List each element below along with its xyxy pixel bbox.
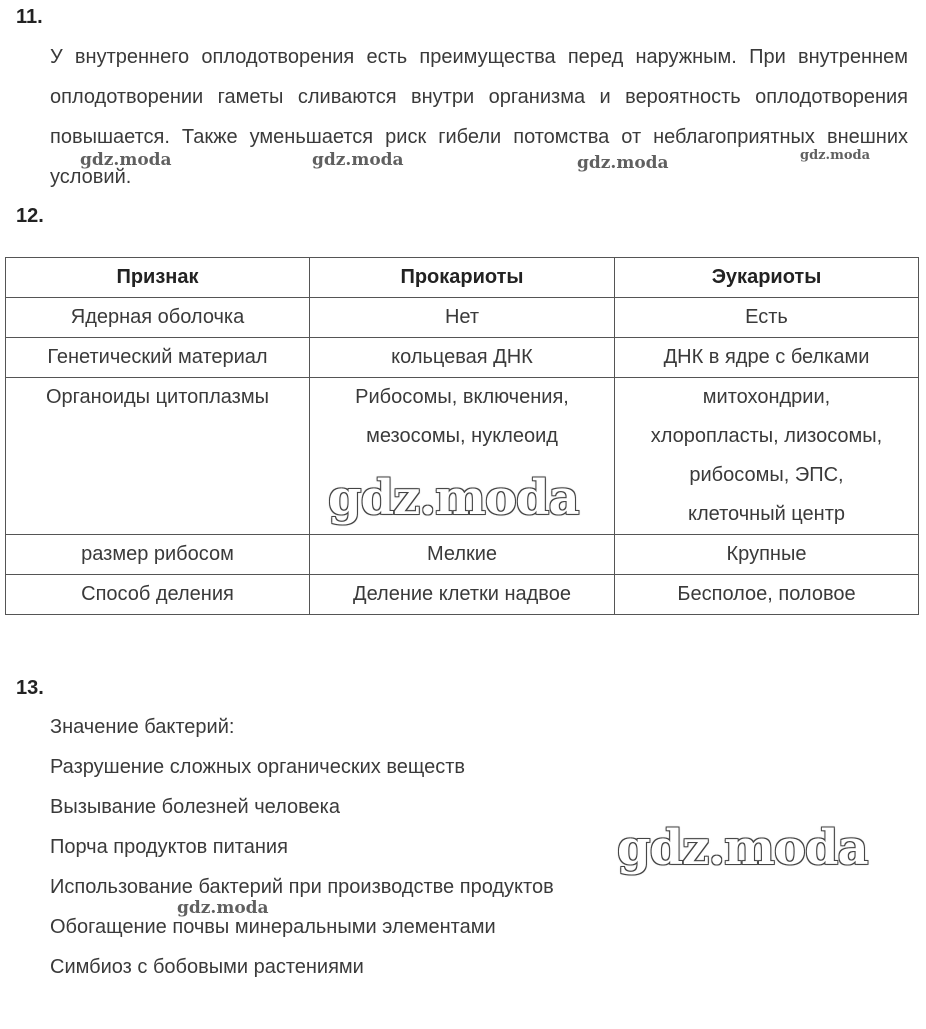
row-prokaryotes: Нет xyxy=(310,298,615,338)
bacteria-significance-list xyxy=(50,707,554,987)
cell-line: хлоропласты, лизосомы, xyxy=(650,425,883,447)
table-row xyxy=(6,575,919,615)
row-feature: размер рибосом xyxy=(6,535,310,575)
row-feature: Ядерная оболочка xyxy=(6,298,310,338)
watermark: gdz.moda xyxy=(328,470,579,526)
row-prokaryotes: Деление клетки надвое xyxy=(310,575,615,615)
list-item: Значение бактерий: xyxy=(50,716,235,738)
cell-line: клеточный центр xyxy=(688,503,845,525)
watermark: gdz.moda xyxy=(577,153,669,173)
cell-line: мезосомы, нуклеоид xyxy=(366,425,558,447)
header-feature: Признак xyxy=(6,258,310,298)
cell-line: Рибосомы, включения, xyxy=(355,386,569,408)
row-feature: Генетический материал xyxy=(6,338,310,378)
row-eukaryotes: Крупные xyxy=(615,535,919,575)
row-eukaryotes xyxy=(615,378,919,535)
list-item: Разрушение сложных органических веществ xyxy=(50,756,465,778)
row-prokaryotes xyxy=(310,378,615,535)
row-feature: Органоиды цитоплазмы xyxy=(6,378,310,535)
header-eukaryotes: Эукариоты xyxy=(615,258,919,298)
list-item: Использование бактерий при производстве продуктов xyxy=(50,876,554,898)
watermark: gdz.moda xyxy=(177,898,269,918)
row-prokaryotes: Мелкие xyxy=(310,535,615,575)
row-eukaryotes: Есть xyxy=(615,298,919,338)
table-row xyxy=(6,378,919,535)
row-eukaryotes: Бесполое, половое xyxy=(615,575,919,615)
comparison-table xyxy=(5,257,919,615)
watermark: gdz.moda xyxy=(800,148,871,163)
question-13-number: 13. xyxy=(16,677,44,699)
cell-line: митохондрии, xyxy=(702,386,831,408)
question-12-number: 12. xyxy=(16,205,44,227)
list-item: Порча продуктов питания xyxy=(50,836,288,858)
row-eukaryotes: ДНК в ядре с белками xyxy=(615,338,919,378)
table-header-row xyxy=(6,258,919,298)
question-11-number: 11. xyxy=(16,6,43,28)
list-item: Обогащение почвы минеральными элементами xyxy=(50,916,496,938)
row-prokaryotes: кольцевая ДНК xyxy=(310,338,615,378)
question-11-answer: У внутреннего оплодотворения есть преимущества перед наружным. При внутреннем оплодотворении гаметы сливаются внутри организма и вероятность оплодотворения повышается. Также уменьшается риск гибели потомства от неблагоприятных внешних условий. xyxy=(50,46,908,188)
table-row xyxy=(6,298,919,338)
row-feature: Способ деления xyxy=(6,575,310,615)
list-item: Вызывание болезней человека xyxy=(50,796,340,818)
header-prokaryotes: Прокариоты xyxy=(310,258,615,298)
list-item: Симбиоз с бобовыми растениями xyxy=(50,956,364,978)
watermark: gdz.moda xyxy=(80,150,172,170)
cell-line: рибосомы, ЭПС, xyxy=(689,464,844,486)
watermark: gdz.moda xyxy=(312,150,404,170)
table-row xyxy=(6,535,919,575)
watermark: gdz.moda xyxy=(617,820,868,876)
table-row xyxy=(6,338,919,378)
